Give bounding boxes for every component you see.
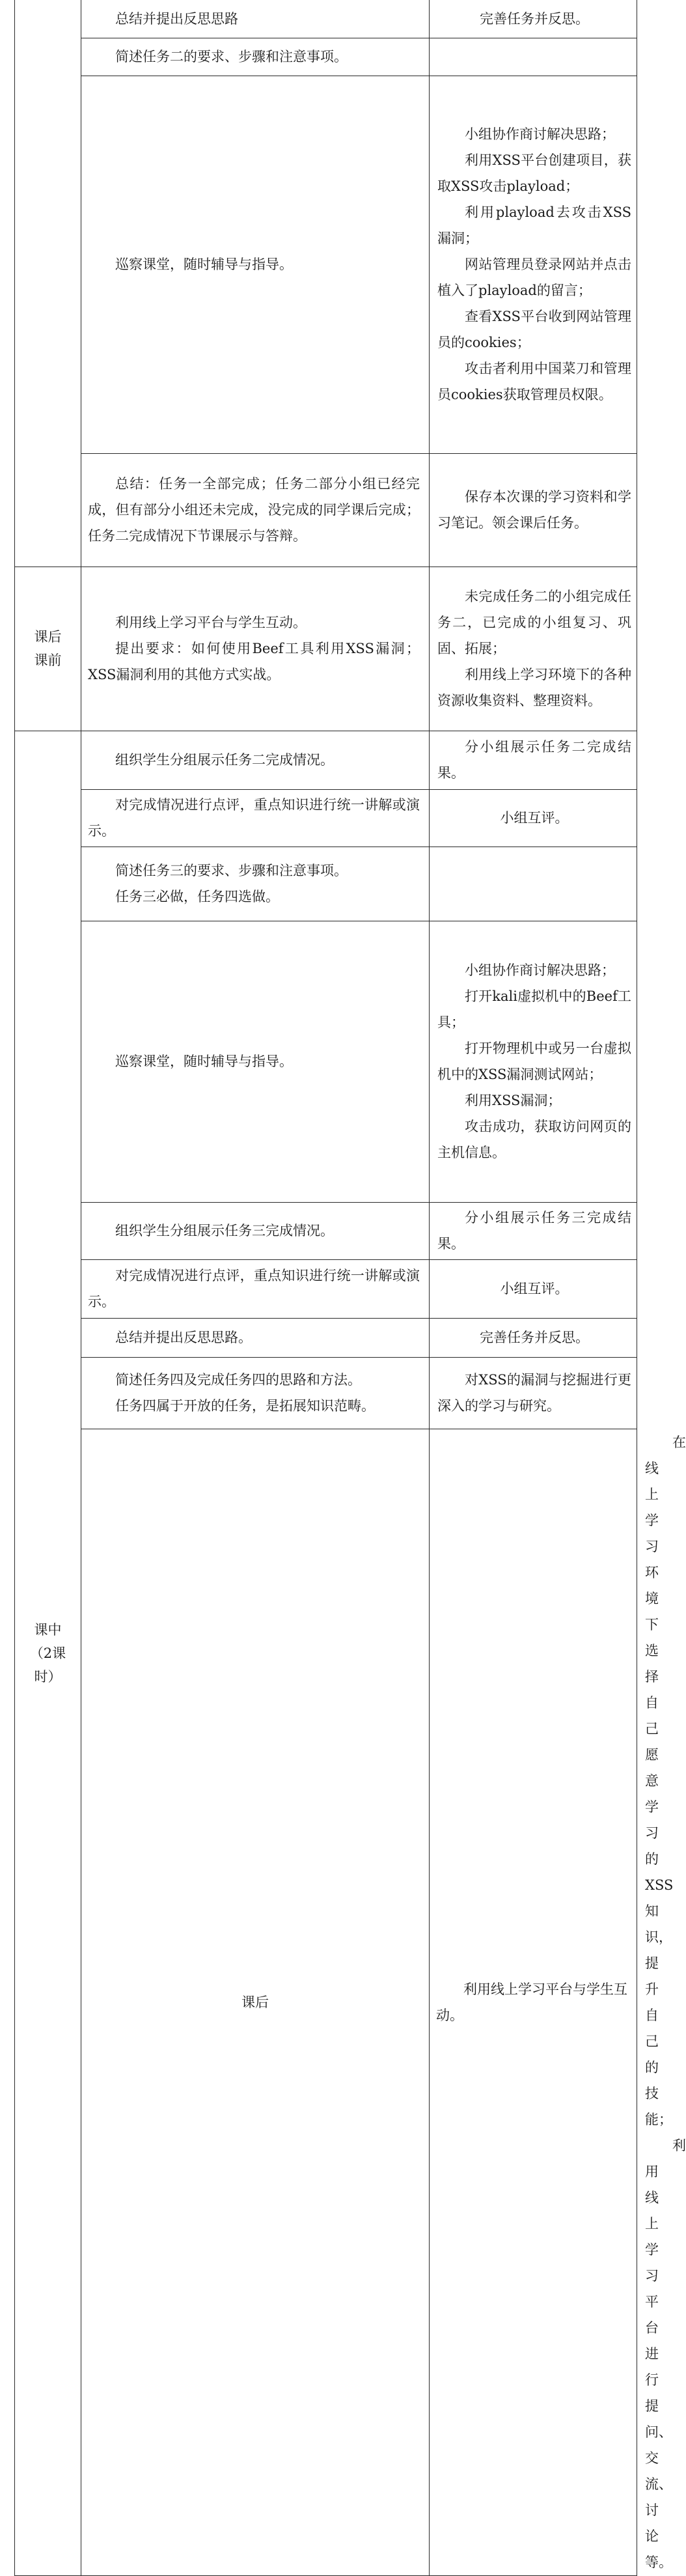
student-activity-text: 未完成任务二的小组完成任务二，已完成的小组复习、巩固、拓展；	[437, 589, 631, 656]
student-activity-cell	[430, 1318, 637, 1357]
student-activity-text: 完善任务并反思。	[480, 10, 589, 27]
student-activity-cell	[430, 731, 637, 789]
student-activity-cell	[430, 1202, 637, 1259]
teacher-activity-text: 简述任务四及完成任务四的思路和方法。	[115, 1372, 361, 1388]
student-activity-text: 分小组展示任务二完成结果。	[437, 739, 631, 781]
table-row	[15, 0, 637, 38]
teacher-activity-text: 组织学生分组展示任务三完成情况。	[115, 1223, 334, 1239]
student-activity-cell	[430, 567, 637, 731]
teacher-activity-text: 对完成情况进行点评，重点知识进行统一讲解或演示。	[88, 797, 420, 839]
teacher-activity-text: 组织学生分组展示任务二完成情况。	[115, 752, 334, 768]
table-row	[15, 38, 637, 76]
table-row	[15, 921, 637, 1202]
table-row	[15, 1259, 637, 1318]
student-activity-text: 攻击者利用中国菜刀和管理员cookies获取管理员权限。	[437, 361, 631, 402]
stage-cell	[15, 567, 81, 731]
student-activity-text: 网站管理员登录网站并点击植入了playload的留言；	[437, 257, 631, 298]
student-activity-cell	[430, 0, 637, 38]
teacher-activity-text: 提出要求：如何使用Beef工具利用XSS漏洞；XSS漏洞利用的其他方式实战。	[88, 641, 420, 682]
teacher-activity-cell	[81, 567, 430, 731]
table-row	[15, 453, 637, 567]
lesson-plan-body	[15, 0, 686, 2575]
teacher-activity-cell	[81, 921, 430, 1202]
teacher-activity-text: 对完成情况进行点评，重点知识进行统一讲解或演示。	[88, 1268, 420, 1309]
teacher-activity-cell	[81, 0, 430, 38]
teacher-activity-text: 总结并提出反思思路。	[115, 1330, 252, 1345]
student-activity-cell	[430, 76, 637, 453]
student-activity-text: 小组协作商讨解决思路；	[465, 962, 615, 978]
student-activity-cell	[430, 453, 637, 567]
teacher-activity-text: 总结：任务一全部完成；任务二部分小组已经完成，但有部分小组还未完成，没完成的同学课后完成；任务二完成情况下节课展示与答辩。	[88, 476, 420, 544]
teacher-activity-cell	[81, 38, 430, 76]
student-activity-text: 攻击成功，获取访问网页的主机信息。	[437, 1119, 631, 1160]
teacher-activity-cell	[81, 1259, 430, 1318]
student-activity-text: 对XSS的漏洞与挖掘进行更深入的学习与研究。	[437, 1372, 631, 1414]
student-activity-text: 完善任务并反思。	[480, 1330, 589, 1345]
stage-label: 课后	[34, 629, 62, 645]
table-row	[15, 567, 637, 731]
table-row	[15, 847, 637, 921]
teacher-activity-text: 巡察课堂，随时辅导与指导。	[115, 257, 293, 272]
teacher-activity-cell	[430, 1429, 637, 2575]
teacher-activity-cell	[81, 1202, 430, 1259]
teacher-activity-cell	[81, 453, 430, 567]
stage-cell	[81, 1429, 430, 2575]
teacher-activity-text: 利用线上学习平台与学生互动。	[115, 615, 307, 630]
teacher-activity-text: 巡察课堂，随时辅导与指导。	[115, 1054, 293, 1069]
stage-label: （2课	[29, 1645, 66, 1661]
student-activity-text: 小组协作商讨解决思路；	[465, 126, 615, 142]
student-activity-text: 打开kali虚拟机中的Beef工具；	[437, 988, 631, 1030]
student-activity-cell	[430, 38, 637, 76]
student-activity-cell	[430, 789, 637, 847]
stage-label: 时）	[34, 1668, 62, 1685]
teacher-activity-cell	[81, 847, 430, 921]
table-row	[15, 1357, 637, 1429]
teacher-activity-cell	[81, 1357, 430, 1429]
teacher-activity-text: 利用线上学习平台与学生互动。	[436, 1981, 627, 2023]
teacher-activity-text: 简述任务二的要求、步骤和注意事项。	[115, 49, 348, 64]
stage-cell	[15, 0, 81, 567]
teacher-activity-cell	[81, 76, 430, 453]
student-activity-text: 利用XSS平台创建项目，获取XSS攻击playload；	[437, 152, 631, 194]
table-row	[15, 1318, 637, 1357]
table-row	[15, 1202, 637, 1259]
teacher-activity-text: 总结并提出反思思路	[115, 10, 238, 27]
teacher-activity-text: 任务四属于开放的任务，是拓展知识范畴。	[115, 1398, 375, 1414]
student-activity-text: 打开物理机中或另一台虚拟机中的XSS漏洞测试网站；	[437, 1041, 631, 1082]
student-activity-text: 小组互评。	[500, 810, 569, 826]
student-activity-text: 分小组展示任务三完成结果。	[437, 1210, 631, 1252]
student-activity-text: 小组互评。	[500, 1281, 569, 1296]
student-activity-cell	[430, 921, 637, 1202]
table-row	[15, 76, 637, 453]
student-activity-text: 保存本次课的学习资料和学习笔记。领会课后任务。	[437, 489, 631, 531]
stage-label: 课后	[241, 1994, 269, 2010]
student-activity-cell	[430, 847, 637, 921]
student-activity-text: 利用线上学习环境下的各种资源收集资料、整理资料。	[437, 667, 631, 708]
table-row	[15, 789, 637, 847]
student-activity-cell	[430, 1259, 637, 1318]
stage-label: 课中	[34, 1621, 62, 1638]
teacher-activity-text: 任务三必做，任务四选做。	[115, 889, 279, 904]
stage-cell	[15, 731, 81, 2575]
teacher-activity-cell	[81, 789, 430, 847]
stage-label: 课前	[34, 652, 62, 668]
student-activity-text: 利用playload去攻击XSS漏洞；	[437, 204, 631, 246]
table-row	[15, 731, 637, 789]
lesson-plan-table	[14, 0, 686, 2576]
table-row: 课后 利用线上学习平台与学生互动。 在线上学习环境下选择自己愿意学习的XSS知识，提升自己的技能； 利用线上学习平台进行提问、交流、讨论等。	[15, 1429, 637, 2575]
teacher-activity-text: 简述任务三的要求、步骤和注意事项。	[115, 863, 348, 878]
student-activity-cell	[430, 1357, 637, 1429]
teacher-activity-cell	[81, 1318, 430, 1357]
student-activity-text: 查看XSS平台收到网站管理员的cookies；	[437, 309, 631, 350]
teacher-activity-cell	[81, 731, 430, 789]
student-activity-text: 利用XSS漏洞；	[465, 1093, 562, 1108]
